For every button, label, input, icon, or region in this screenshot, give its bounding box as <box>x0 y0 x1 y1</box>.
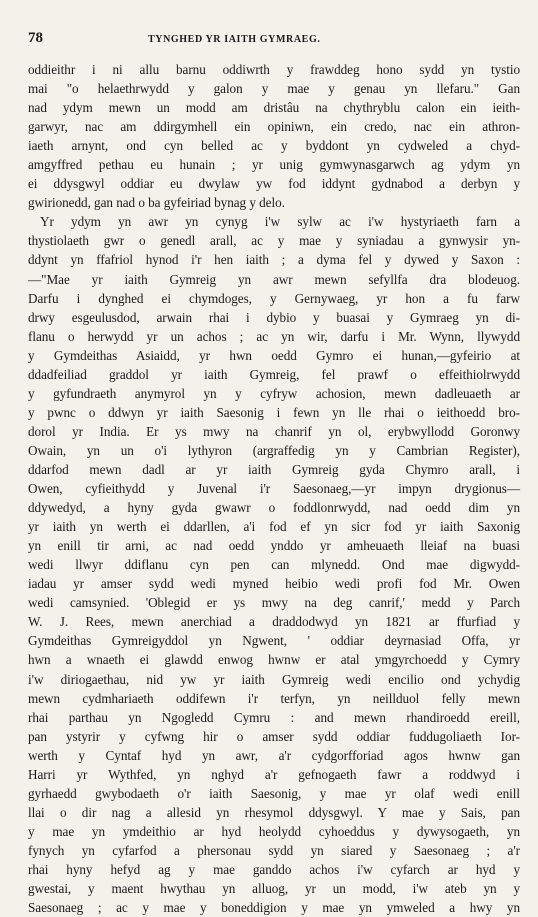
body-text <box>28 60 520 917</box>
text-line: fynych yn cyfarfod a phersonau sydd yn siared y Saesonaeg ; a'r <box>28 842 520 858</box>
text-line: ddadfeiliad graddol yr iaith Gymreig, fel prawf o effeithiolrwydd <box>28 366 520 382</box>
text-line: wedi camsynied. 'Oblegid er ys mwy na deg canrif,' medd y Parch <box>28 595 520 611</box>
text-line: llai o dir nag a allesid yn rhesymol ddysgwyl. Y mae y Sais, pan <box>28 804 520 820</box>
text-line: nad ydym mewn un modd am dristâu na chythryblu calon ein ieith- <box>28 100 520 116</box>
text-line: werth y Cyntaf hyd yn awr, a'r cydgorfforiad agos hwnw gan <box>28 747 520 763</box>
text-line: y mae yn ymdeithio ar hyd heolydd cyhoeddus y dywysogaeth, yn <box>28 823 520 839</box>
text-line: y pwnc o ddwyn yr iaith Saesonig i fewn yn lle rhai o ieithoedd bro- <box>28 404 520 420</box>
text-line: dorol yr India. Er ys mwy na chanrif yn ol, erybwyllodd Goronwy <box>28 423 520 439</box>
page-number: 78 <box>28 30 43 46</box>
text-line: Harri yr Wythfed, yn nghyd a'r gefnogaeth fawr a roddwyd i <box>28 766 520 782</box>
text-line: gwestai, y maent hwythau yn alluog, yr un modd, i'w ateb yn y <box>28 881 520 897</box>
text-line: Darfu i dynghed ei chymdoges, y Gernywaeg, yr hon a fu farw <box>28 290 520 306</box>
text-line: i'w diriogaethau, nid yw yr iaith Gymreig wedi encilio ond ychydig <box>28 671 520 687</box>
text-line: drwy esgeulusdod, arwain rhai i dybio y buasai y Gymraeg yn di- <box>28 309 520 325</box>
text-line: Gymdeithas Gymreigyddol yn Ngwent, ' oddiar deyrnasiad Offa, yr <box>28 633 520 649</box>
text-line: amgyffred pethau eu hunain ; yr unig gymwynasgarwch ag ydym yn <box>28 157 520 173</box>
text-line: hwn a wnaeth ei glawdd enwog hwnw er atal ymgyrchoedd y Cymry <box>28 652 520 668</box>
text-line: Owen, cyfieithydd y Juvenal i'r Saesonaeg,—yr impyn drygionus— <box>28 481 520 497</box>
running-title: TYNGHED YR IAITH GYMRAEG. <box>148 34 321 45</box>
text-line: ei ddysgwyl oddiar eu dwylaw yw fod iddynt gydnabod a derbyn y <box>28 176 520 192</box>
text-line: garwyr, nac am ddirgymhell ein opiniwn, ein credo, nac ein athron- <box>28 119 520 135</box>
text-line: thystiolaeth gwr o genedl arall, ac y mae y syniadau a gynwysir yn- <box>28 233 520 249</box>
text-line: wedi llwyr ddiflanu cyn pen can mlynedd. Ond mae digwydd- <box>28 557 520 573</box>
text-line: iadau yr amser sydd wedi myned heibio wedi profi fod Mr. Owen <box>28 576 520 592</box>
text-line: rhai parthau yn Ngogledd Cymru : and mewn rhandiroedd ereill, <box>28 709 520 725</box>
text-line: flanu o herwydd yr un achos ; ac yn wir, darfu i Mr. Wynn, llywydd <box>28 328 520 344</box>
text-line: y Gymdeithas Asiaidd, yr hwn oedd Gymro ei hunan,—gyfeirio at <box>28 347 520 363</box>
text-line: oddieithr i ni allu barnu oddiwrth y frawddeg hono sydd yn tystio <box>28 62 520 77</box>
text-line: Saesonaeg ; ac y mae y boneddigion y mae yn ymweled a hwy yn <box>28 900 520 916</box>
text-line: yr iaith yn werth ei ddarllen, a'i fod ef yn sicr fod yr iaith Saxonig <box>28 519 520 535</box>
text-line: ddarfod mewn dadl ar yr iaith Gymreig gyda Chymro arall, i <box>28 461 520 477</box>
text-line: Owain, yn un o'i lythyron (argraffedig yn y Cambrian Register), <box>28 442 520 458</box>
text-line: W. J. Rees, mewn anerchiad a draddodwyd yn 1821 ar ffurfiad y <box>28 614 520 630</box>
page-header <box>28 30 520 52</box>
text-line: mewn cydmhariaeth oddifewn i'r terfyn, yn neillduol felly mewn <box>28 690 520 706</box>
text-line: iaeth arnynt, ond cyn belled ac y byddont yn cydweled a chyd- <box>28 138 520 154</box>
text-line: yn enill tir arni, ac nad oedd ynddo yr amheuaeth lleiaf na buasi <box>28 538 520 554</box>
text-line: mai "o helaethrwydd y galon y mae y genau yn llefaru." Gan <box>28 81 520 97</box>
text-line: —"Mae yr iaith Gymreig yn awr mewn sefyllfa dra blodeuog. <box>28 271 520 287</box>
text-line: rhai hyny hefyd ag y mae ganddo achos i'w cyfarch ar hyd y <box>28 861 520 877</box>
text-line: ddywedyd, a hyny gyda gwawr o foddlonrwydd, nad oedd dim yn <box>28 500 520 516</box>
text-line: y gyfundraeth anymyrol yn y cyfryw achosion, mewn dadleuaeth ar <box>28 385 520 401</box>
text-line: pan ystyrir y cyfwng hir o amser sydd oddiar fuddugoliaeth Ior- <box>28 728 520 744</box>
text-line: gyrhaedd gwybodaeth o'r iaith Saesonig, y mae yr olaf wedi enill <box>28 785 520 801</box>
text-line: Yr ydym yn awr yn cynyg i'w sylw ac i'w hystyriaeth farn a <box>40 214 520 230</box>
text-line: gwirionedd, gan nad o ba gyfeiriad bynag y delo. <box>28 195 285 211</box>
text-line: ddynt yn ffafriol hynod i'r hen iaith ; a dyma fel y dywed y Saxon : <box>28 252 520 268</box>
